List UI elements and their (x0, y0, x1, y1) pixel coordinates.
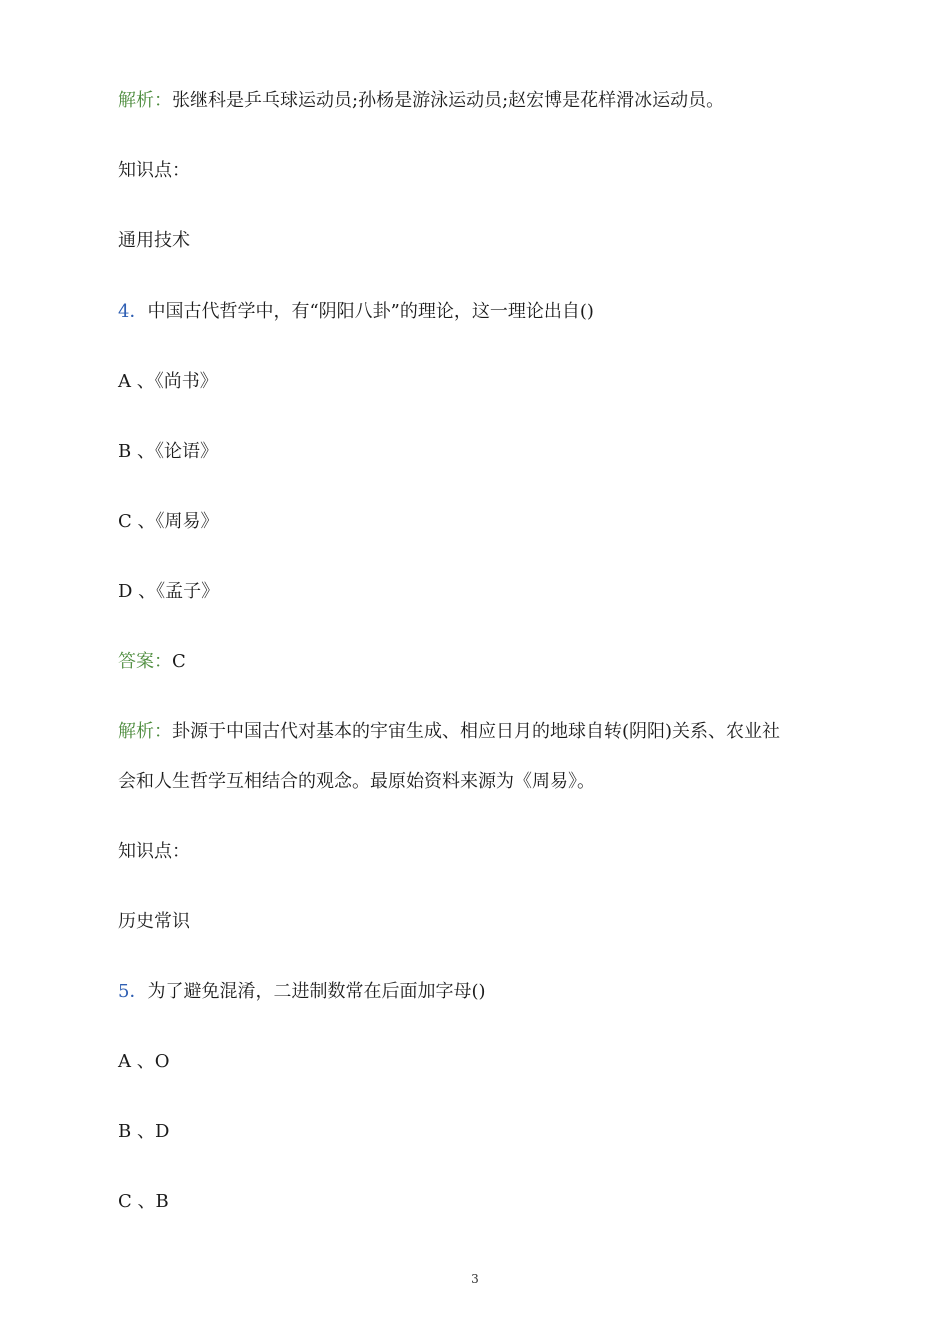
analysis-label: 解析： (118, 721, 172, 742)
answer-label: 答案： (118, 651, 172, 672)
q4-analysis-line1 (118, 720, 850, 744)
analysis-label: 解析： (118, 90, 172, 111)
q5-option-b: B 、D (118, 1121, 170, 1142)
q4-knowledge-value: 历史常识 (118, 911, 190, 932)
page-number: 3 (471, 1272, 479, 1286)
q5-option-a: A 、O (118, 1051, 170, 1072)
q5-question (118, 980, 850, 1004)
q4-analysis-line2: 会和人生哲学互相结合的观念。最原始资料来源为《周易》。 (118, 771, 595, 792)
q4-option-c: C 、《周易》 (118, 511, 219, 532)
q4-answer (118, 650, 850, 674)
q4-question (118, 300, 850, 324)
q4-knowledge-label: 知识点： (118, 841, 190, 862)
q3-knowledge-label: 知识点： (118, 160, 190, 181)
question-number: 4． (118, 301, 148, 322)
answer-value: C (172, 651, 186, 672)
question-number: 5． (118, 981, 148, 1002)
question-text: 中国古代哲学中，有“阴阳八卦”的理论，这一理论出自() (147, 301, 594, 322)
analysis-text: 张继科是乒乓球运动员;孙杨是游泳运动员;赵宏博是花样滑冰运动员。 (172, 90, 725, 111)
q4-option-d: D 、《孟子》 (118, 581, 220, 602)
q5-option-c: C 、B (118, 1191, 169, 1212)
q3-analysis (118, 89, 850, 113)
question-text: 为了避免混淆，二进制数常在后面加字母() (147, 981, 486, 1002)
q4-option-a: A 、《尚书》 (118, 371, 218, 392)
analysis-text: 卦源于中国古代对基本的宇宙生成、相应日月的地球自转(阴阳)关系、农业社 (172, 721, 781, 742)
q3-knowledge-value: 通用技术 (118, 230, 190, 251)
q4-option-b: B 、《论语》 (118, 441, 218, 462)
